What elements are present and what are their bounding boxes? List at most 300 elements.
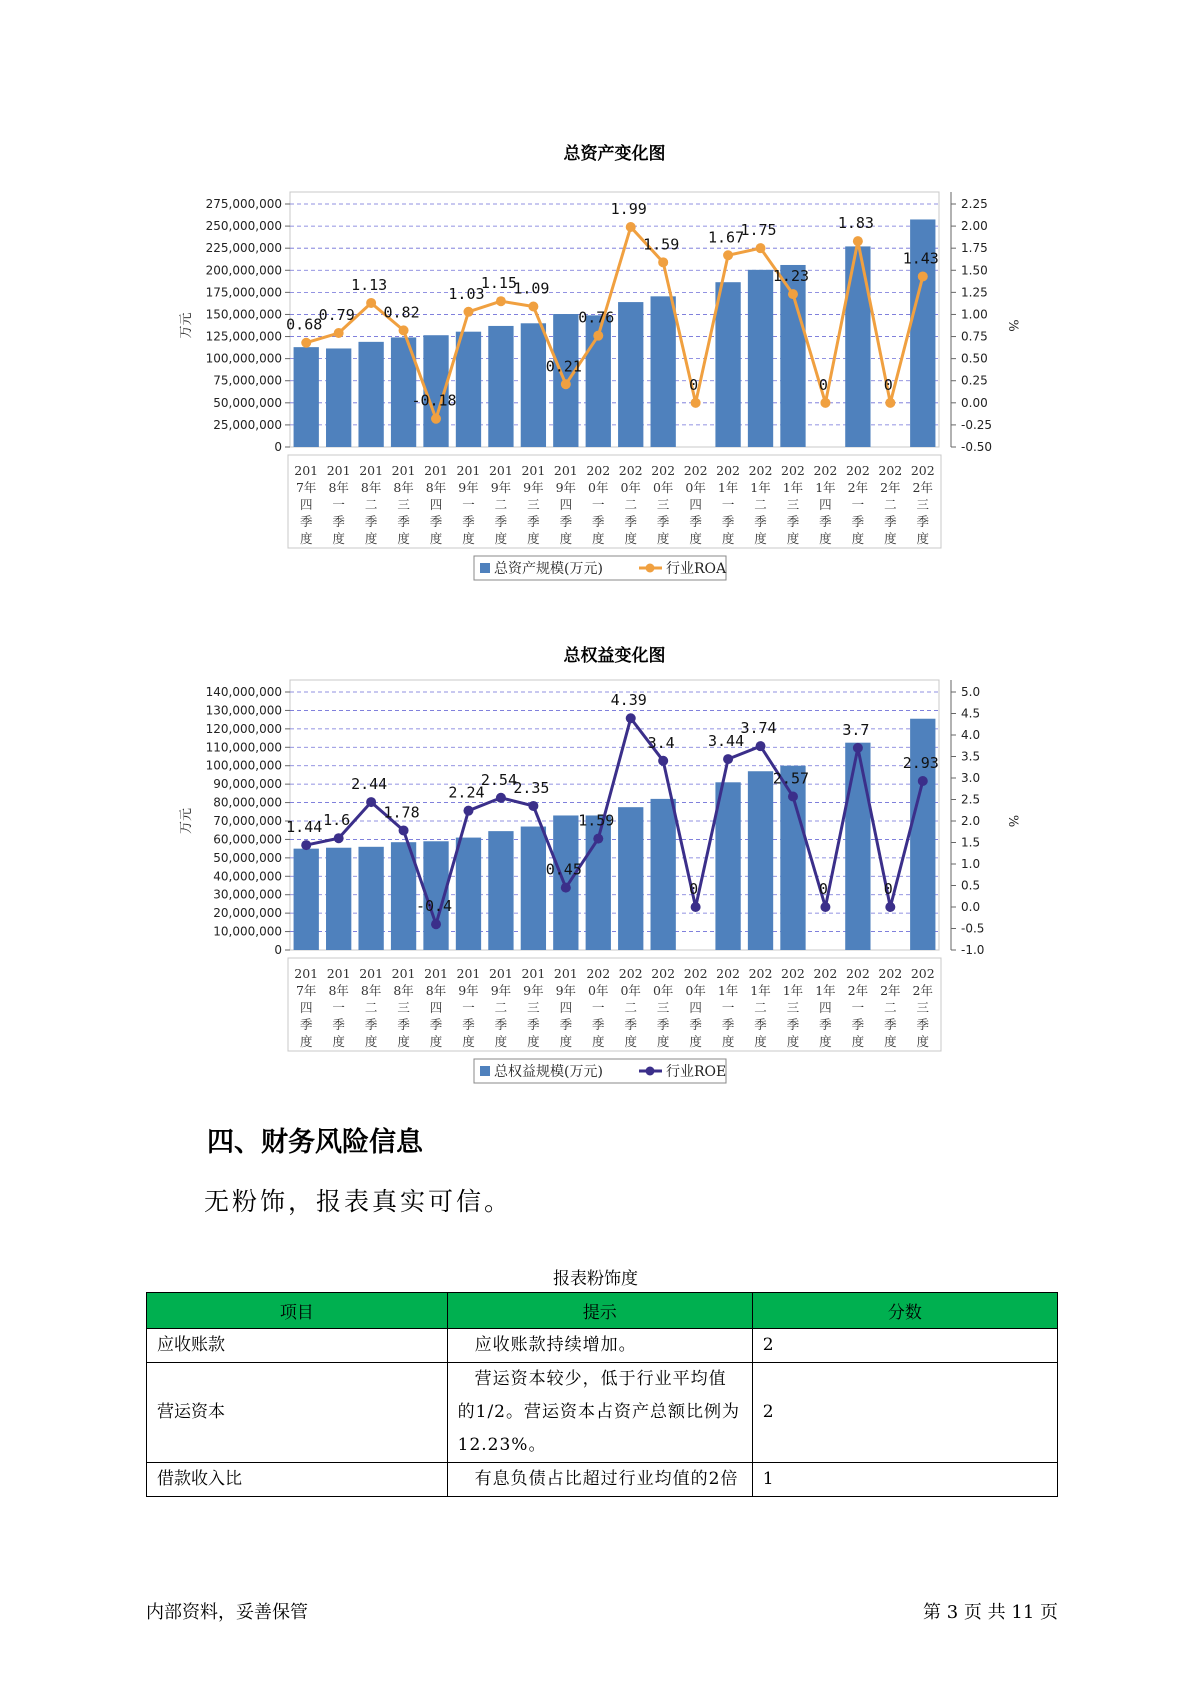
x-tick-label: 2年 [847, 983, 869, 998]
x-tick-label: 1年 [815, 480, 836, 495]
x-tick-label: 201 [553, 966, 578, 981]
x-tick-label: 1年 [750, 480, 771, 495]
y-left-tick-label: 20,000,000 [213, 906, 282, 921]
data-label: 1.13 [351, 275, 388, 294]
x-tick-label: 季 [397, 1017, 410, 1032]
y-left-axis-title: 万元 [179, 312, 194, 339]
data-label: 3.44 [708, 732, 745, 751]
data-label: 1.6 [323, 811, 351, 830]
x-tick-label: 0年 [588, 480, 609, 495]
x-tick-label: 四 [819, 497, 832, 512]
x-tick-label: 度 [527, 1034, 540, 1049]
total-assets-chart [0, 135, 1191, 595]
y-left-tick-label: 0 [274, 440, 282, 454]
x-tick-label: 度 [592, 1034, 605, 1049]
y-left-tick-label: 50,000,000 [213, 850, 282, 865]
x-tick-label: 9年 [458, 983, 479, 998]
bar [618, 302, 643, 447]
y-left-tick-label: 120,000,000 [205, 721, 282, 736]
x-tick-label: 二 [364, 1000, 378, 1015]
x-tick-label: 201 [391, 966, 416, 981]
x-tick-label: 度 [721, 1034, 735, 1049]
x-tick-label: 202 [618, 463, 643, 478]
x-tick-label: 季 [656, 514, 670, 529]
line-point [463, 806, 473, 816]
x-tick-label: 度 [429, 531, 443, 546]
x-tick-label: 二 [754, 1000, 767, 1015]
x-tick-label: 度 [397, 1034, 410, 1049]
x-tick-label: 季 [786, 514, 800, 529]
x-tick-label: 季 [462, 1017, 475, 1032]
table-cell-hint: 应收账款持续增加。 [447, 1329, 752, 1363]
x-tick-label: 202 [586, 463, 611, 478]
bar [618, 807, 643, 950]
x-tick-label: 2年 [912, 983, 934, 998]
x-tick-label: 度 [656, 531, 670, 546]
x-tick-label: 度 [916, 531, 930, 546]
legend-line-marker [646, 1067, 655, 1076]
x-tick-label: 季 [397, 514, 410, 529]
x-tick-label: 201 [488, 463, 513, 478]
x-tick-label: 季 [819, 1017, 832, 1032]
x-tick-label: 一 [462, 1000, 475, 1015]
x-tick-label: 四 [819, 1000, 832, 1015]
y-left-tick-label: 100,000,000 [205, 351, 282, 366]
chart-title: 总资产变化图 [563, 144, 666, 164]
x-tick-label: 202 [813, 966, 838, 981]
x-tick-label: 四 [559, 1000, 573, 1015]
y-left-tick-label: 275,000,000 [205, 197, 282, 211]
x-tick-label: 度 [884, 1034, 897, 1049]
section-text: 无粉饰，报表真实可信。 [204, 1187, 513, 1216]
y-right-tick-label: 1.00 [961, 307, 988, 322]
y-right-tick-label: -0.25 [961, 417, 993, 432]
y-left-axis-title: 万元 [179, 807, 194, 835]
x-tick-label: 9年 [458, 480, 479, 495]
y-right-tick-label: -0.5 [961, 921, 985, 936]
y-left-tick-label: 90,000,000 [213, 777, 282, 792]
line-point [334, 328, 344, 338]
line-point [431, 919, 441, 929]
bar [358, 847, 383, 950]
x-tick-label: 四 [429, 1000, 443, 1015]
x-tick-label: 202 [586, 966, 611, 981]
x-tick-label: 0年 [685, 983, 706, 998]
y-right-tick-label: 2.5 [961, 792, 981, 807]
data-label: 3.74 [740, 719, 777, 738]
x-tick-label: 季 [754, 514, 767, 529]
legend-line-marker [646, 564, 655, 573]
x-tick-label: 三 [786, 497, 800, 512]
line-point [431, 414, 441, 424]
line-point [756, 243, 766, 253]
x-tick-label: 季 [689, 1017, 702, 1032]
category-axis-box [288, 958, 941, 1051]
table-cell-item: 应收账款 [147, 1329, 448, 1363]
x-tick-label: 201 [424, 966, 448, 981]
y-right-tick-label: 1.25 [961, 285, 988, 300]
category-axis-box [288, 455, 941, 548]
x-tick-label: 季 [721, 514, 735, 529]
y-right-tick-label: 2.00 [961, 219, 988, 234]
bar [521, 323, 546, 447]
x-tick-label: 202 [781, 966, 805, 981]
data-label: 1.09 [513, 279, 550, 298]
line-point [561, 379, 571, 389]
x-tick-label: 0年 [652, 480, 674, 495]
bar [845, 246, 870, 447]
legend-bar-swatch [480, 563, 490, 573]
x-tick-label: 0年 [652, 983, 674, 998]
x-tick-label: 季 [592, 1017, 605, 1032]
line-point [853, 236, 863, 246]
line-point [723, 754, 733, 764]
x-tick-label: 度 [786, 1034, 800, 1049]
x-tick-label: 度 [592, 531, 605, 546]
y-right-tick-label: 0.50 [961, 351, 988, 366]
risk-table [146, 1292, 1058, 1497]
x-tick-label: 202 [781, 463, 805, 478]
data-label: 3.7 [842, 720, 870, 739]
x-tick-label: 8年 [425, 983, 447, 998]
x-tick-label: 三 [656, 1000, 670, 1015]
x-tick-label: 2年 [880, 480, 901, 495]
table-cell-item: 借款收入比 [147, 1463, 448, 1497]
x-tick-label: 三 [916, 1000, 930, 1015]
bar [326, 348, 351, 447]
x-tick-label: 0年 [685, 480, 706, 495]
data-label: 1.15 [480, 274, 517, 293]
x-tick-label: 202 [748, 463, 773, 478]
line-point [528, 302, 538, 312]
line-point [756, 741, 766, 751]
bar [456, 332, 481, 447]
x-tick-label: 季 [851, 1017, 865, 1032]
data-label: 1.44 [286, 818, 323, 837]
y-left-tick-label: 0 [274, 943, 282, 957]
y-left-tick-label: 140,000,000 [205, 685, 282, 699]
x-tick-label: 度 [559, 531, 573, 546]
bar [521, 827, 546, 950]
y-left-tick-label: 200,000,000 [205, 263, 282, 278]
data-label: 1.59 [643, 235, 680, 254]
x-tick-label: 季 [884, 1017, 897, 1032]
data-label: 0.68 [286, 315, 323, 334]
x-tick-label: 201 [456, 966, 481, 981]
bar [748, 771, 773, 950]
y-right-tick-label: 2.0 [961, 814, 981, 828]
x-tick-label: 201 [326, 966, 351, 981]
x-tick-label: 季 [754, 1017, 767, 1032]
line-point [918, 776, 928, 786]
table-cell-score: 2 [752, 1329, 1057, 1363]
x-tick-label: 9年 [523, 480, 544, 495]
x-tick-label: 度 [851, 1034, 865, 1049]
x-tick-label: 四 [429, 497, 443, 512]
legend-bar-label: 总资产规模(万元) [494, 561, 603, 577]
x-tick-label: 201 [359, 966, 384, 981]
x-tick-label: 季 [527, 514, 540, 529]
y-right-tick-label: -0.50 [961, 440, 993, 454]
x-tick-label: 季 [884, 514, 897, 529]
line-point [723, 250, 733, 260]
data-label: 3.4 [647, 733, 675, 752]
line-point [561, 883, 571, 893]
line-point [918, 271, 928, 281]
x-tick-label: 度 [689, 531, 702, 546]
data-label: 1.99 [610, 199, 647, 218]
data-label: 0 [818, 880, 828, 898]
x-tick-label: 1年 [815, 983, 836, 998]
table-row [147, 1463, 1058, 1497]
x-tick-label: 度 [527, 531, 540, 546]
footer-page-number: 第 3 页 共 11 页 [923, 1602, 1058, 1623]
line-point [463, 307, 473, 317]
y-left-tick-label: 100,000,000 [205, 758, 282, 773]
x-tick-label: 度 [851, 531, 865, 546]
x-tick-label: 1年 [782, 480, 804, 495]
line-point [334, 833, 344, 843]
x-tick-label: 202 [813, 463, 838, 478]
x-tick-label: 一 [332, 497, 345, 512]
table-row [147, 1363, 1058, 1463]
y-right-tick-label: 4.5 [961, 706, 981, 721]
x-tick-label: 202 [716, 463, 741, 478]
data-label: 1.83 [837, 214, 874, 233]
x-tick-label: 一 [462, 497, 475, 512]
y-right-tick-label: 1.50 [961, 263, 988, 278]
x-tick-label: 8年 [393, 480, 414, 495]
x-tick-label: 度 [332, 531, 345, 546]
line-point [658, 756, 668, 766]
bar [748, 270, 773, 447]
chart-title: 总权益变化图 [563, 646, 666, 666]
data-label: 0 [689, 375, 699, 394]
x-tick-label: 度 [397, 531, 410, 546]
y-right-tick-label: 0.75 [961, 329, 988, 344]
data-label: 2.24 [448, 783, 485, 802]
x-tick-label: 202 [878, 463, 903, 478]
table-header-row [147, 1293, 1058, 1329]
line-point [528, 801, 538, 811]
x-tick-label: 一 [592, 1000, 605, 1015]
x-tick-label: 季 [527, 1017, 540, 1032]
y-left-tick-label: 75,000,000 [213, 373, 282, 388]
data-label: 1.67 [708, 228, 745, 247]
data-label: 2.35 [513, 778, 550, 797]
x-tick-label: 季 [559, 1017, 573, 1032]
x-tick-label: 季 [721, 1017, 735, 1032]
bar [488, 831, 513, 950]
y-right-tick-label: 4.0 [961, 728, 981, 742]
data-label: 1.03 [448, 284, 485, 303]
x-tick-label: 度 [786, 531, 800, 546]
x-tick-label: 201 [294, 463, 319, 478]
y-left-tick-label: 30,000,000 [213, 887, 282, 902]
x-tick-label: 二 [884, 497, 897, 512]
x-tick-label: 一 [721, 1000, 735, 1015]
x-tick-label: 0年 [620, 983, 641, 998]
x-tick-label: 9年 [490, 983, 512, 998]
legend-line-label: 行业ROA [666, 561, 727, 577]
data-label: 1.59 [578, 811, 615, 830]
line-point [885, 902, 895, 912]
x-tick-label: 三 [527, 497, 540, 512]
data-label: 0.76 [578, 308, 615, 327]
line-point [820, 902, 830, 912]
y-left-tick-label: 80,000,000 [213, 795, 282, 810]
x-tick-label: 0年 [620, 480, 641, 495]
x-tick-label: 度 [494, 1034, 508, 1049]
x-tick-label: 1年 [750, 983, 771, 998]
data-label: 0 [818, 375, 828, 394]
data-label: 2.93 [902, 754, 939, 773]
x-tick-label: 二 [494, 1000, 508, 1015]
x-tick-label: 201 [553, 463, 578, 478]
line-point [626, 222, 636, 232]
data-label: 2.57 [772, 769, 810, 788]
bar [715, 282, 740, 447]
x-tick-label: 季 [656, 1017, 670, 1032]
footer-left: 内部资料，妥善保管 [146, 1602, 308, 1623]
line-point [366, 797, 376, 807]
x-tick-label: 季 [429, 1017, 443, 1032]
line-point [691, 902, 701, 912]
line-point [691, 398, 701, 408]
x-tick-label: 2年 [847, 480, 869, 495]
x-tick-label: 度 [364, 1034, 378, 1049]
data-label: 0.45 [545, 860, 582, 879]
x-tick-label: 季 [494, 514, 508, 529]
x-tick-label: 202 [910, 463, 935, 478]
x-tick-label: 201 [488, 966, 513, 981]
bar [488, 326, 513, 447]
table-cell-score: 1 [752, 1463, 1057, 1497]
x-tick-label: 四 [689, 1000, 702, 1015]
data-label: 2.54 [480, 770, 517, 789]
x-tick-label: 季 [819, 514, 832, 529]
x-tick-label: 202 [878, 966, 903, 981]
y-right-axis-title: % [1005, 814, 1020, 828]
x-tick-label: 季 [916, 1017, 930, 1032]
data-label: 1.23 [772, 267, 810, 286]
line-point [496, 793, 506, 803]
x-tick-label: 9年 [523, 983, 544, 998]
table-header-hint: 提示 [447, 1293, 752, 1329]
x-tick-label: 7年 [295, 480, 317, 495]
x-tick-label: 一 [721, 497, 735, 512]
x-tick-label: 8年 [360, 480, 382, 495]
y-left-tick-label: 125,000,000 [205, 329, 282, 344]
x-tick-label: 二 [754, 497, 767, 512]
legend-line-label: 行业ROE [666, 1064, 727, 1080]
x-tick-label: 9年 [555, 480, 577, 495]
line-point [788, 791, 798, 801]
x-tick-label: 201 [521, 966, 546, 981]
x-tick-label: 202 [716, 966, 741, 981]
data-label: 0.21 [545, 357, 582, 376]
x-tick-label: 季 [299, 514, 313, 529]
x-tick-label: 度 [462, 531, 475, 546]
x-tick-label: 季 [624, 1017, 637, 1032]
data-label: 0.82 [383, 303, 420, 322]
total-equity-chart [0, 635, 1191, 1095]
x-tick-label: 9年 [555, 983, 577, 998]
bar [456, 838, 481, 950]
data-label: 0 [883, 880, 893, 898]
x-tick-label: 二 [624, 1000, 637, 1015]
x-tick-label: 度 [884, 531, 897, 546]
x-tick-label: 201 [326, 463, 351, 478]
x-tick-label: 1年 [717, 480, 739, 495]
x-tick-label: 三 [397, 497, 410, 512]
y-right-tick-label: -1.0 [961, 943, 985, 957]
x-tick-label: 202 [651, 966, 676, 981]
x-tick-label: 四 [299, 1000, 313, 1015]
legend-bar-swatch [480, 1066, 490, 1076]
x-tick-label: 季 [786, 1017, 800, 1032]
x-tick-label: 度 [754, 1034, 767, 1049]
x-tick-label: 度 [332, 1034, 345, 1049]
line-point [593, 331, 603, 341]
y-right-axis-title: % [1005, 319, 1020, 332]
line-point [366, 298, 376, 308]
x-tick-label: 季 [332, 1017, 345, 1032]
x-tick-label: 度 [819, 1034, 832, 1049]
line-point [496, 296, 506, 306]
y-left-tick-label: 70,000,000 [213, 814, 282, 828]
x-tick-label: 度 [462, 1034, 475, 1049]
x-tick-label: 202 [845, 463, 870, 478]
x-tick-label: 201 [391, 463, 416, 478]
x-tick-label: 度 [494, 531, 508, 546]
table-header-score: 分数 [752, 1293, 1057, 1329]
x-tick-label: 202 [845, 966, 870, 981]
y-left-tick-label: 60,000,000 [213, 832, 282, 847]
table-cell-score: 2 [752, 1363, 1057, 1463]
y-right-tick-label: 0.25 [961, 373, 988, 388]
y-left-tick-label: 225,000,000 [205, 241, 282, 256]
x-tick-label: 三 [656, 497, 670, 512]
table-header-item: 项目 [147, 1293, 448, 1329]
x-tick-label: 季 [559, 514, 573, 529]
x-tick-label: 度 [299, 1034, 313, 1049]
y-left-tick-label: 40,000,000 [213, 869, 282, 884]
line-point [399, 325, 409, 335]
x-tick-label: 季 [364, 514, 378, 529]
data-label: 0.79 [318, 306, 355, 325]
x-tick-label: 202 [748, 966, 773, 981]
y-left-tick-label: 130,000,000 [205, 703, 282, 718]
bar [651, 799, 676, 950]
y-right-tick-label: 5.0 [961, 685, 981, 699]
x-tick-label: 三 [916, 497, 930, 512]
legend-bar-label: 总权益规模(万元) [494, 1064, 603, 1080]
line-point [885, 398, 895, 408]
x-tick-label: 三 [527, 1000, 540, 1015]
data-label: 1.43 [902, 249, 939, 268]
data-label: 0 [689, 880, 699, 898]
x-tick-label: 2年 [912, 480, 934, 495]
y-left-tick-label: 50,000,000 [213, 395, 282, 410]
data-label: -0.4 [415, 897, 453, 916]
line-point [626, 713, 636, 723]
x-tick-label: 201 [294, 966, 319, 981]
x-tick-label: 度 [656, 1034, 670, 1049]
x-tick-label: 7年 [295, 983, 317, 998]
line-point [301, 840, 311, 850]
y-left-tick-label: 150,000,000 [205, 307, 282, 322]
